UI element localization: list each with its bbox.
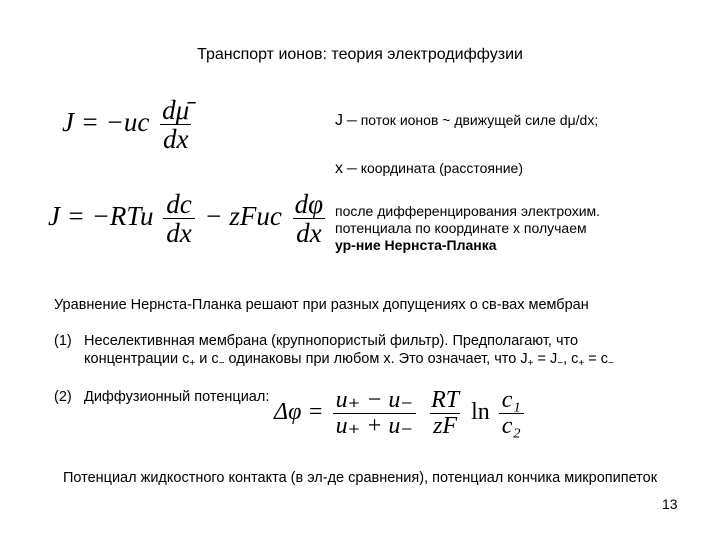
item-1-text-f: = с <box>584 351 609 367</box>
equation-flux <box>62 96 195 154</box>
page-number: 13 <box>662 496 678 512</box>
item-1-line-1: Неселективнная мембрана (крупнопористый фильтр). Предполагают, что <box>84 333 579 349</box>
equation-np-numerator-1: dc <box>166 189 192 219</box>
equation-nernst-planck <box>48 190 329 248</box>
note-derivation-line-2: потенциала по координате х получаем <box>335 220 587 236</box>
equation-dp-denominator-3: c₂ <box>499 413 524 439</box>
equation-dp-fraction-2 <box>428 388 462 439</box>
note-derivation-line-3: ур-ние Нернста-Планка <box>335 237 497 253</box>
equation-np-lhs: J = −RTu <box>48 201 154 232</box>
equation-dp-numerator-1: u₊ − u₋ <box>335 387 414 413</box>
item-1-text-b: и с <box>195 351 219 367</box>
slide-title: Транспорт ионов: теория электродиффузии <box>197 46 523 63</box>
item-1-text-d: = J <box>533 351 558 367</box>
equation-dp-numerator-3: c₁ <box>501 387 521 413</box>
equation-dp-fraction-1 <box>333 388 417 439</box>
note-flux <box>335 112 598 129</box>
item-1-text-c: одинаковы при любом х. Это означает, что J <box>224 351 528 367</box>
item-1-number: (1) <box>54 333 72 349</box>
item-1-text-e: , с <box>563 351 579 367</box>
equation-np-fraction-1 <box>163 190 194 248</box>
equation-dp-denominator-2: zF <box>430 413 460 439</box>
item-2-number: (2) <box>54 389 72 405</box>
item-1-line-2 <box>84 350 614 370</box>
equation-dp-denominator-1: u₊ + u₋ <box>333 413 417 439</box>
item-1-sub-minus-2: − <box>557 358 564 369</box>
item-1-sub-plus: + <box>189 358 196 369</box>
intro-text: Уравнение Нернста-Планка решают при разных допущениях о св-вах мембран <box>54 297 589 313</box>
equation-flux-lhs: J = −uc <box>62 107 150 138</box>
item-1-text-a: концентрации с <box>84 351 190 367</box>
note-coordinate-text: ─ координата (расстояние) <box>343 160 524 176</box>
note-coordinate-symbol: х <box>335 160 343 177</box>
note-flux-text: ─ поток ионов ~ движущей силе dμ/dx; <box>343 112 599 128</box>
equation-dp-lhs: Δφ = <box>274 399 324 426</box>
item-2-text: Диффузионный потенциал: <box>84 389 270 405</box>
equation-flux-denominator: dx <box>160 124 191 153</box>
equation-np-middle: − zFuc <box>204 201 282 232</box>
equation-diffusion-potential <box>274 388 527 439</box>
item-1-sub-minus: − <box>218 358 225 369</box>
note-flux-symbol: J <box>335 112 343 129</box>
item-1-sub-plus-3: + <box>578 358 585 369</box>
equation-flux-fraction <box>159 96 192 154</box>
footer-text: Потенциал жидкостного контакта (в эл-де сравнения), потенциал кончика микропипеток <box>62 470 658 486</box>
equation-np-denominator-1: dx <box>163 218 194 247</box>
equation-np-fraction-2 <box>292 190 326 248</box>
equation-dp-ln: ln <box>471 399 490 426</box>
equation-np-denominator-2: dx <box>293 218 324 247</box>
equation-dp-fraction-3 <box>499 388 524 439</box>
item-1-sub-plus-2: + <box>527 358 534 369</box>
equation-dp-numerator-2: RT <box>431 387 460 413</box>
item-1-sub-minus-3: − <box>608 358 614 369</box>
note-coordinate <box>335 160 523 177</box>
note-derivation-line-1: после дифференцирования электрохим. <box>335 203 601 219</box>
equation-np-numerator-2: dφ <box>294 189 324 219</box>
equation-flux-numerator: dμ̄ <box>162 95 190 125</box>
